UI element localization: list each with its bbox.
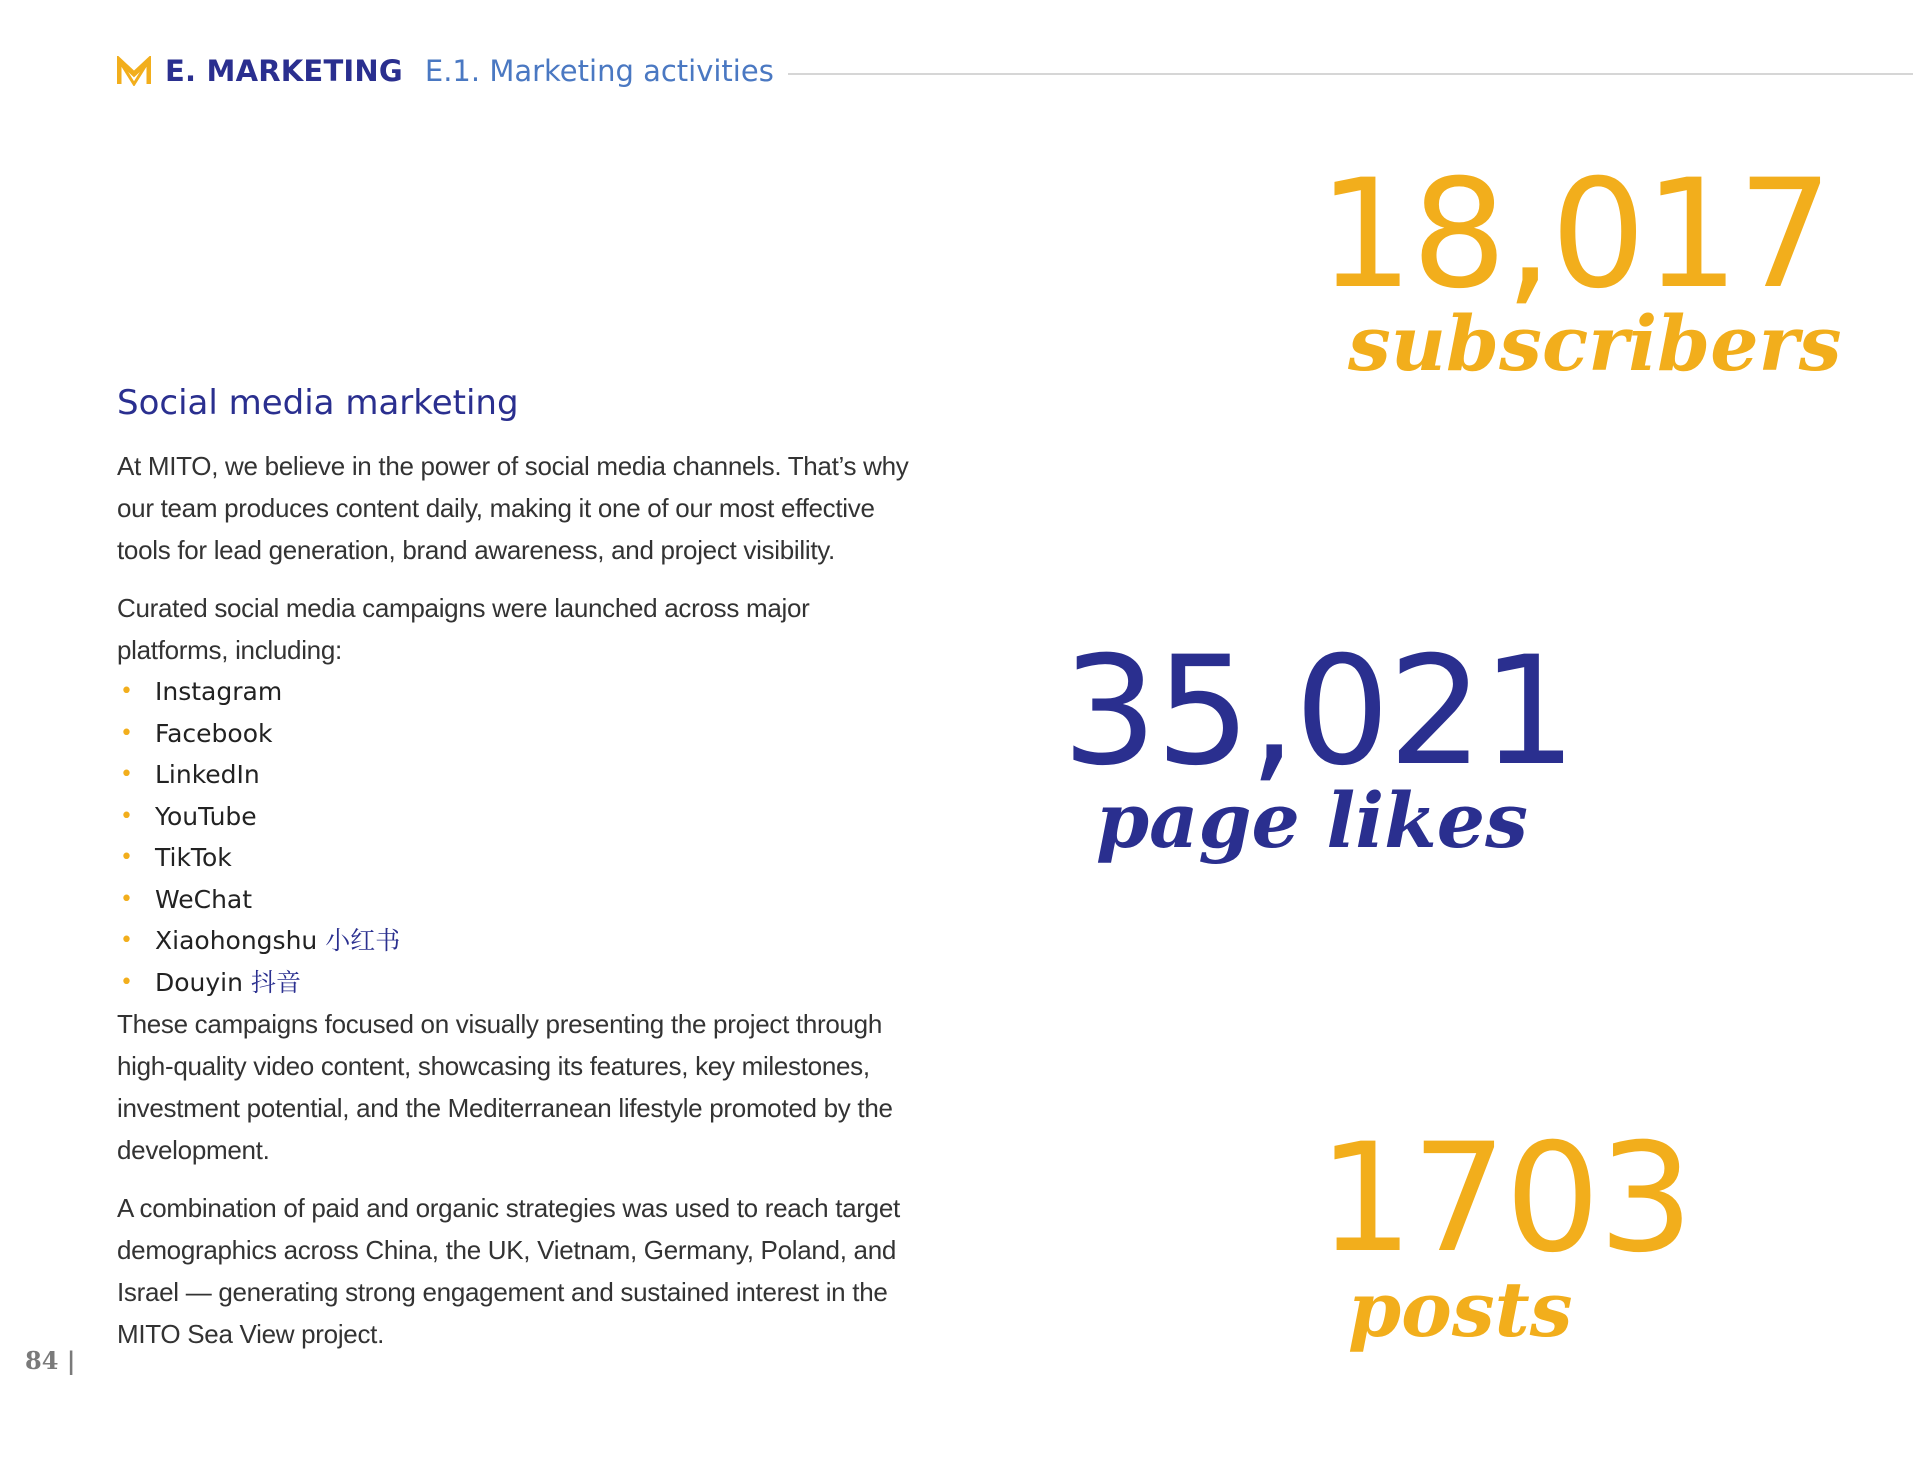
m-logo-icon (117, 56, 151, 86)
stat-label: posts (1348, 1265, 1573, 1354)
stat-posts (1318, 1112, 1692, 1354)
platform-name: Instagram (155, 677, 283, 706)
bullet-icon: • (120, 803, 133, 829)
list-item (117, 837, 917, 879)
header-divider (788, 73, 1913, 75)
platform-list (117, 671, 917, 1003)
main-content (117, 383, 917, 1371)
stat-label: subscribers (1348, 299, 1842, 388)
stat-page-likes (1062, 625, 1575, 865)
stat-value: 1703 (1318, 1112, 1692, 1286)
bullet-icon: • (120, 928, 133, 953)
platform-name: Facebook (155, 718, 273, 748)
bullet-icon: • (120, 969, 133, 995)
platform-cn-name: 小红书 (325, 926, 401, 955)
stat-value: 18,017 (1318, 148, 1831, 322)
subsection-title: E.1. Marketing activities (424, 54, 774, 88)
platform-name: Xiaohongshu (155, 926, 318, 955)
bullet-icon: • (120, 679, 133, 704)
bullet-icon: • (120, 845, 133, 870)
list-item (117, 713, 917, 755)
strategy-paragraph: A combination of paid and organic strategies was used to reach target demographics across China, the UK, Vietnam, Germany, Poland, and Israel — generating strong engagement and sustained interest in the MITO Sea View project. (117, 1193, 900, 1349)
list-item (117, 796, 917, 838)
bullet-icon: • (120, 886, 133, 912)
campaigns-paragraph: These campaigns focused on visually presenting the project through high-quality video content, showcasing its features, key milestones, investment potential, and the Mediterranean lifestyle promoted by the development. (117, 1009, 893, 1165)
stat-value: 35,021 (1062, 625, 1575, 799)
list-item (117, 671, 917, 713)
section-title: E. MARKETING (165, 54, 403, 88)
stat-label: page likes (1096, 776, 1528, 865)
platform-name: TikTok (155, 843, 232, 872)
list-item (117, 962, 917, 1004)
platform-cn-name: 抖音 (250, 967, 301, 997)
platform-name: LinkedIn (155, 760, 260, 789)
stat-subscribers (1318, 148, 1842, 388)
list-item (117, 920, 917, 962)
intro-paragraph: At MITO, we believe in the power of social media channels. That’s why our team produces content daily, making it one of our most effective tools for lead generation, brand awareness, and project visibility. (117, 451, 909, 565)
list-item (117, 754, 917, 796)
content-heading: Social media marketing (117, 383, 519, 423)
bullet-icon: • (120, 762, 133, 787)
platform-name: Douyin (155, 967, 243, 997)
bullet-icon: • (120, 720, 133, 746)
page-header (117, 50, 1913, 92)
platforms-intro: Curated social media campaigns were launched across major platforms, including: (117, 593, 810, 665)
platform-name: YouTube (155, 801, 257, 831)
page-number: 84 | (25, 1346, 76, 1375)
platform-name: WeChat (155, 884, 253, 914)
list-item (117, 879, 917, 921)
